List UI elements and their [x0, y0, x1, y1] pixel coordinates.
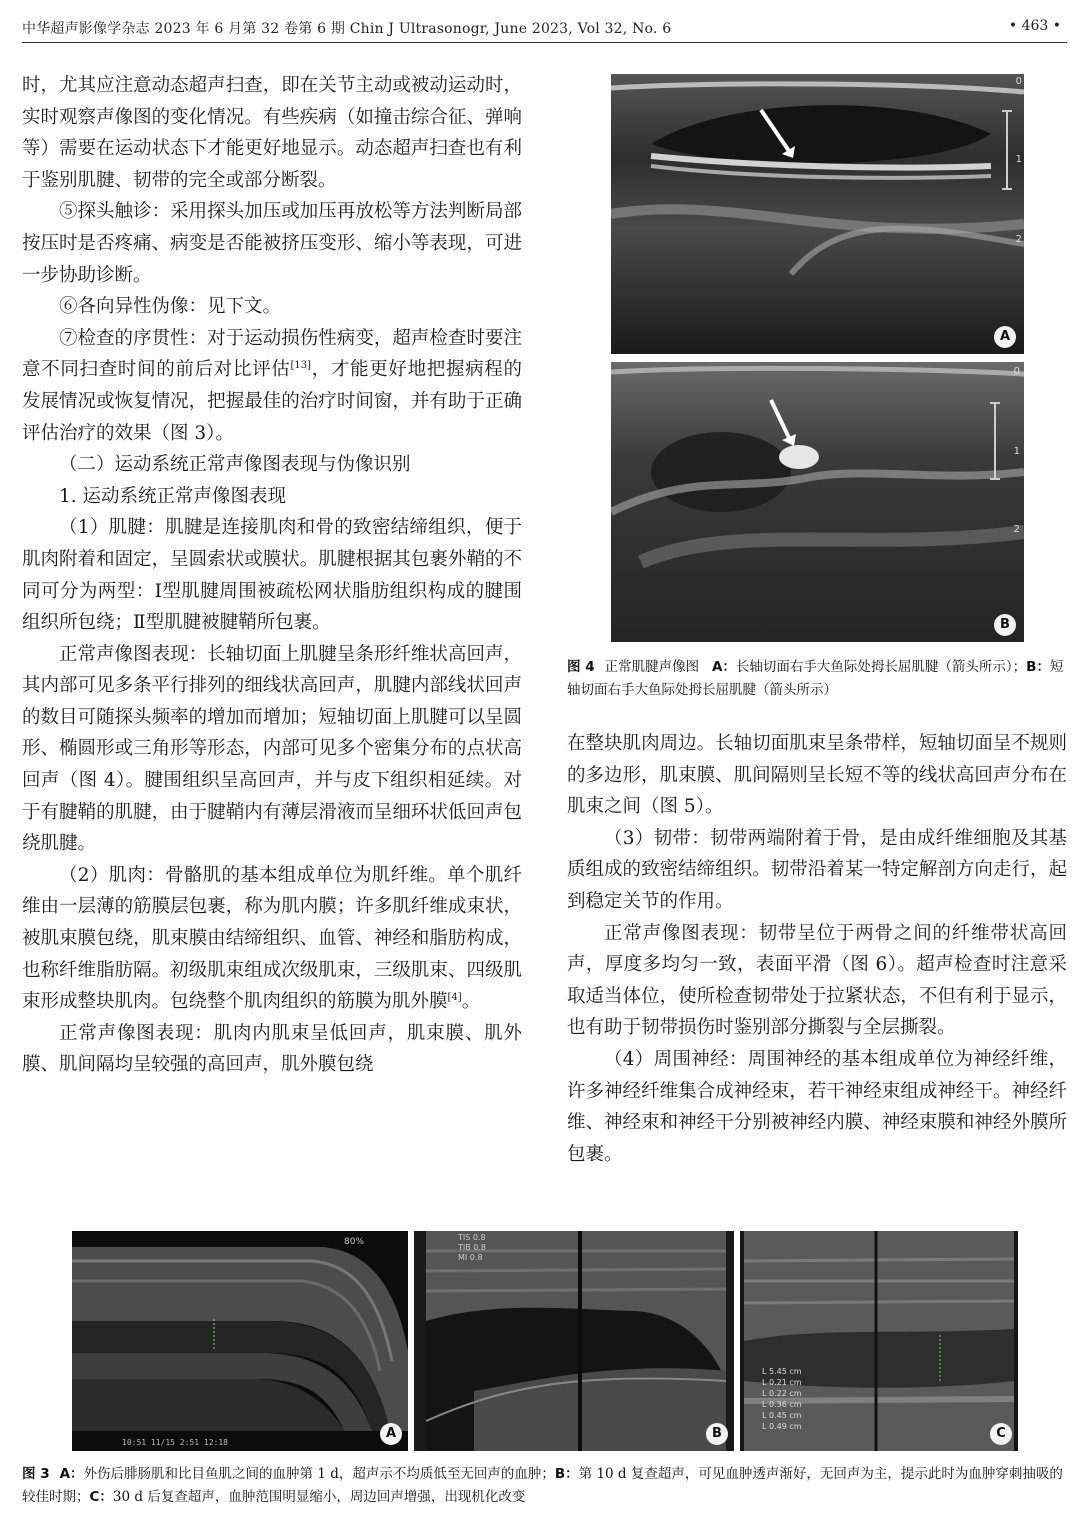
running-header	[22, 14, 1067, 43]
image-overlay-text: 80%	[344, 1237, 365, 1247]
depth-scale-2: 2	[1015, 234, 1022, 245]
paragraph: （2）肌肉：骨骼肌的基本组成单位为肌纤维。单个肌纤维由一层薄的筋膜层包裹，称为肌内膜；许多肌纤维成束状，被肌束膜包绕，肌束膜由结缔组织、血管、神经和脂肪构成，也称纤维脂肪隔。初级肌束组成次级肌束，三级肌束、四级肌束形成整块肌肉。包绕整个肌肉组织的筋膜为肌外膜[4]。	[22, 864, 522, 1013]
paragraph: ⑤探头触诊：采用探头加压或加压再放松等方法判断局部按压时是否疼痛、病变是否能被挤压变形、缩小等表现，可进一步协助诊断。	[22, 201, 522, 286]
ultrasound-image	[611, 362, 1024, 642]
panel-label-b: B	[706, 1423, 728, 1445]
paragraph: 时，尤其应注意动态超声扫查，即在关节主动或被动运动时，实时观察声像图的变化情况。有些疾病（如撞击综合征、弹响等）需要在运动状态下才能更好地显示。动态超声扫查也有利于鉴别肌腱、韧带的完全或部分断裂。	[22, 75, 522, 191]
section-heading: （二）运动系统正常声像图表现与伪像识别	[59, 454, 411, 476]
depth-scale-1: 1	[1013, 446, 1020, 457]
paragraph: 正常声像图表现：韧带呈位于两骨之间的纤维带状高回声，厚度多均匀一致，表面平滑（图 6）。超声检查时注意采取适当体位，使所检查韧带处于拉紧状态，不但有利于显示，也有助于韧带损伤时鉴别部分撕裂与全层撕裂。	[567, 922, 1067, 1039]
page-number: • 463 •	[1008, 18, 1061, 34]
figure4-panel-b	[611, 362, 1024, 642]
paragraph: ⑥各向异性伪像：见下文。	[59, 296, 282, 318]
paragraph: 正常声像图表现：长轴切面上肌腱呈条形纤维状高回声，其内部可见多条平行排列的细线状高回声，肌腱内部线状回声的数目可随探头频率的增加而增加；短轴切面上肌腱可以呈圆形、椭圆形或三角形等形态，内部可见多个密集分布的点状高回声（图 4）。腱围组织呈高回声，并与皮下组织相延续。对于有腱鞘的肌腱，由于腱鞘内有薄层滑液而呈细环状低回声包绕肌腱。	[22, 643, 522, 855]
subsection-heading: 1. 运动系统正常声像图表现	[59, 485, 287, 507]
measurement-text: L 0.21 cm	[762, 1378, 802, 1387]
depth-scale-1: 1	[1015, 154, 1022, 165]
left-column	[22, 70, 522, 1081]
figure-label: 图 3	[22, 1466, 50, 1482]
figure3-panel-a	[72, 1231, 408, 1451]
figure3-panel-c	[740, 1231, 1018, 1451]
paragraph: ⑦检查的序贯性：对于运动损伤性病变，超声检查时要注意不同扫查时间的前后对比评估[13]，才能更好地把握病程的发展情况或恢复情况，把握最佳的治疗时间窗，并有助于正确评估治疗的效果（图 3）。	[22, 327, 522, 444]
measurement-text: L 0.22 cm	[762, 1389, 802, 1398]
ultrasound-image	[611, 74, 1024, 354]
image-overlay-text: TIB 0.8	[458, 1243, 486, 1252]
panel-label-a: A	[380, 1423, 402, 1445]
figure4-caption: 图 4 正常肌腱声像图 A：长轴切面右手大鱼际处拇长屈肌腱（箭头所示）；B：短轴切面右手大鱼际处拇长屈肌腱（箭头所示）	[567, 659, 1064, 698]
measurement-text: L 0.49 cm	[762, 1422, 802, 1431]
measurement-text: L 0.45 cm	[762, 1411, 802, 1420]
paragraph: 正常声像图表现：肌肉内肌束呈低回声，肌束膜、肌外膜、肌间隔均呈较强的高回声，肌外膜包绕	[22, 1022, 522, 1076]
paragraph: 在整块肌肉周边。长轴切面肌束呈条带样，短轴切面呈不规则的多边形，肌束膜、肌间隔则呈长短不等的线状高回声分布在肌束之间（图 5）。	[567, 733, 1067, 818]
depth-scale-0: 0	[1015, 76, 1022, 87]
figure3-caption: 图 3 A：外伤后腓肠肌和比目鱼肌之间的血肿第 1 d，超声示不均质低至无回声的血肿；B：第 10 d 复查超声，可见血肿透声渐好，无回声为主，提示此时为血肿穿刺抽吸的较佳时期；C：30 d 后复查超声，血肿范围明显缩小，周边回声增强，出现机化改变	[22, 1466, 1063, 1505]
figure-label: 图 4	[567, 659, 595, 675]
panel-label-b: B	[994, 614, 1016, 636]
paragraph: （4）周围神经：周围神经的基本组成单位为神经纤维，许多神经纤维集合成神经束，若干神经束组成神经干。神经纤维、神经束和神经干分别被神经内膜、神经束膜和神经外膜所包裹。	[567, 1048, 1067, 1165]
depth-scale-2: 2	[1013, 524, 1020, 535]
image-overlay-text: MI 0.8	[458, 1253, 483, 1262]
paragraph: （3）韧带：韧带两端附着于骨，是由成纤维细胞及其基质组成的致密结缔组织。韧带沿着某一特定解剖方向走行，起到稳定关节的作用。	[567, 827, 1067, 912]
depth-scale-0: 0	[1013, 366, 1020, 377]
panel-label-a: A	[994, 326, 1016, 348]
figure4-panel-a	[611, 74, 1024, 354]
ultrasound-image	[72, 1231, 408, 1451]
paragraph: （1）肌腱：肌腱是连接肌肉和骨的致密结缔组织，便于肌肉附着和固定，呈圆索状或膜状。肌腱根据其包裹外鞘的不同可分为两型：Ⅰ型肌腱周围被疏松网状脂肪组织构成的腱围组织所包绕；Ⅱ型肌腱被腱鞘所包裹。	[22, 517, 522, 634]
journal-info: 中华超声影像学杂志 2023 年 6 月第 32 卷第 6 期 Chin J Ultrasonogr, June 2023, Vol 32, No. 6	[22, 21, 672, 37]
citation: [13]	[290, 360, 312, 372]
measurement-text: L 0.36 cm	[762, 1400, 802, 1409]
measurement-text: L 5.45 cm	[762, 1367, 802, 1376]
figure3-panel-b	[414, 1231, 734, 1451]
image-overlay-text: TIS 0.8	[458, 1233, 486, 1242]
right-column	[567, 728, 1067, 1170]
citation: [4]	[447, 992, 462, 1004]
ultrasound-image	[414, 1231, 734, 1451]
image-footer-text: 10:51 11/15 2:51 12:18	[122, 1438, 228, 1447]
panel-label-c: C	[990, 1423, 1012, 1445]
